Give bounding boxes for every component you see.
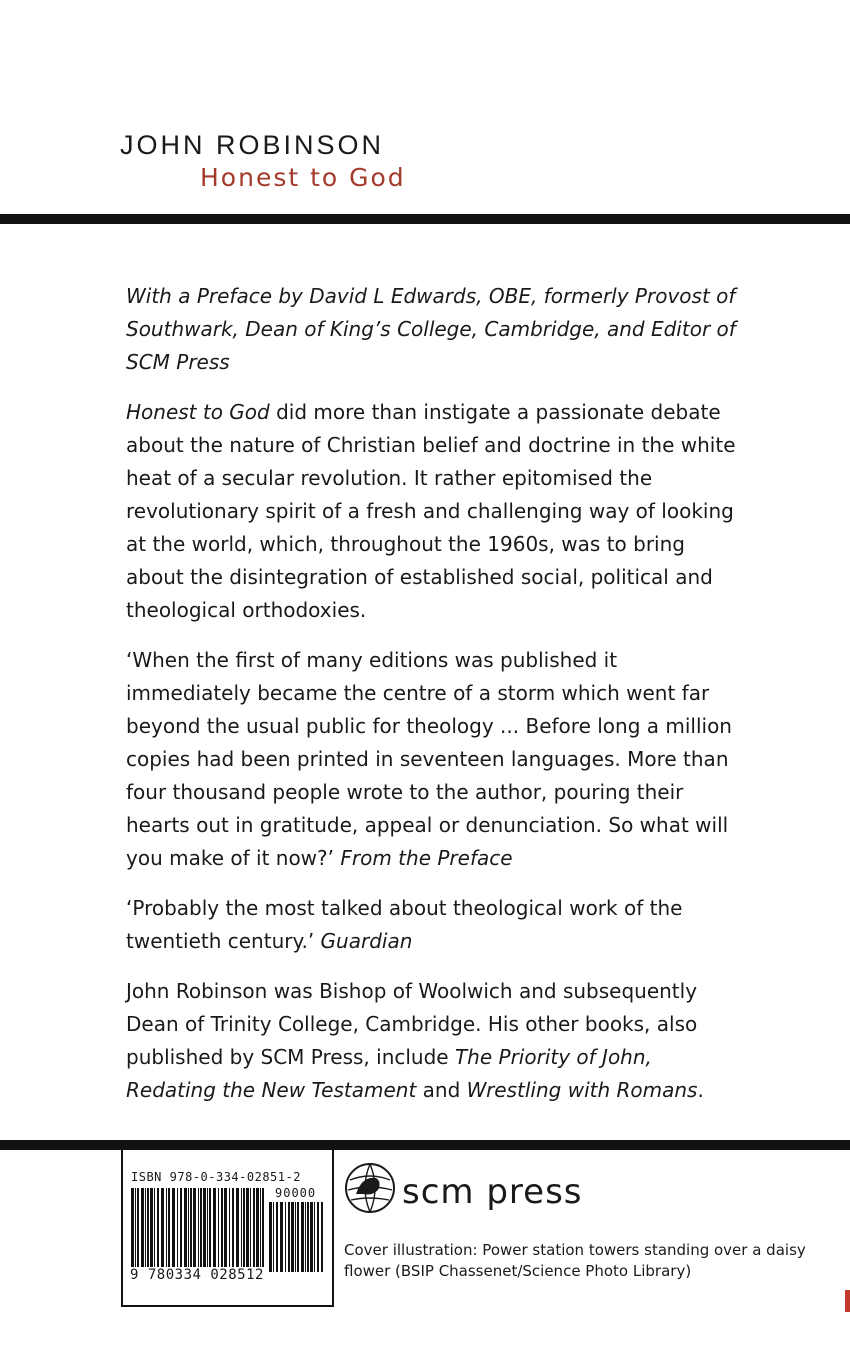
barcode-bar [213, 1188, 216, 1272]
bio-book-title-romans: Wrestling with Romans [466, 1078, 698, 1102]
barcode-bar [250, 1188, 251, 1272]
ean-digits: 9 780334 028512 [130, 1267, 264, 1283]
barcode-bar [246, 1188, 249, 1272]
barcode-bar [260, 1188, 261, 1272]
barcode-bar [280, 1202, 283, 1272]
barcode-bar [131, 1188, 134, 1272]
barcode-bar [180, 1188, 182, 1272]
inline-book-title: Honest to God [126, 400, 270, 424]
barcode-bar [269, 1202, 272, 1272]
barcode-bar [321, 1202, 323, 1272]
barcode-bar [232, 1188, 234, 1272]
barcode-bar [166, 1188, 167, 1272]
description-paragraph [126, 396, 746, 627]
barcode-bar [262, 1188, 264, 1272]
barcode-bar [295, 1202, 296, 1272]
author-name: JOHN ROBINSON [120, 130, 385, 160]
barcode-bar [317, 1202, 319, 1272]
barcode-bar [203, 1188, 206, 1272]
barcode-bar [137, 1188, 139, 1272]
author-bio [126, 975, 746, 1107]
preface-note: With a Preface by David L Edwards, OBE, formerly Provost of Southwark, Dean of King’s College, Cambridge, and Editor of SCM Press [126, 284, 736, 374]
barcode-bar [145, 1188, 146, 1272]
barcode-bar [188, 1188, 189, 1272]
barcode-bar [314, 1202, 315, 1272]
barcode-bar [200, 1188, 202, 1272]
barcode-bar [241, 1188, 242, 1272]
barcode-bar [141, 1188, 144, 1272]
barcode-bar [207, 1188, 208, 1272]
barcode-bar [157, 1188, 159, 1272]
barcode-bar [184, 1188, 187, 1272]
barcode-bar [273, 1202, 274, 1272]
edge-mark [845, 1290, 850, 1312]
author-bio-text: John Robinson was Bishop of Woolwich and subsequently Dean of Trinity College, Cambridge. His other books, also published by SCM Press, include [126, 979, 698, 1069]
barcode-bar [229, 1188, 230, 1272]
barcode-bar [172, 1188, 175, 1272]
top-divider [0, 214, 850, 224]
barcode-bars-main [131, 1188, 266, 1272]
back-cover-blurb [126, 280, 746, 1124]
barcode-bar [150, 1188, 153, 1272]
guardian-quote-text: ‘Probably the most talked about theological work of the twentieth century.’ [126, 896, 683, 953]
preface-quote-source: From the Preface [340, 846, 513, 870]
bio-book-titles: The Priority of John, Redating the New Testament [126, 1045, 652, 1102]
cover-illustration-credit: Cover illustration: Power station towers standing over a daisy flower (BSIP Chassenet/Science Photo Library) [344, 1241, 806, 1280]
bio-and: and [416, 1078, 467, 1102]
barcode-bar [193, 1188, 196, 1272]
preface-quote-text: ‘When the first of many editions was published it immediately became the centre of a storm which went far beyond the usual public for theology ... Before long a million copies had been printed in seventeen languages. More than four thousand people wrote to the author, pouring their hearts out in gratitude, appeal or denunciation. So what will you make of it now?’ [126, 648, 732, 870]
barcode-bar [310, 1202, 313, 1272]
bottom-divider [0, 1140, 850, 1150]
publisher-name: scm press [402, 1172, 583, 1212]
barcode-bar [221, 1188, 223, 1272]
barcode-bar [297, 1202, 299, 1272]
guardian-quote-source: Guardian [320, 929, 413, 953]
barcode-bar [243, 1188, 245, 1272]
book-title: Honest to God [200, 163, 406, 192]
barcode-bar [198, 1188, 199, 1272]
guardian-quote [126, 892, 746, 958]
scm-globe-logo-icon [342, 1158, 402, 1218]
isbn-text: ISBN 978-0-334-02851-2 [131, 1170, 301, 1184]
barcode-bar [168, 1188, 170, 1272]
barcode-bar [135, 1188, 136, 1272]
barcode-bar [224, 1188, 227, 1272]
barcode-bar [177, 1188, 178, 1272]
barcode-bar [276, 1202, 278, 1272]
barcode-bars-addon [269, 1202, 323, 1272]
barcode-bar [305, 1202, 306, 1272]
barcode-addon-digits: 90000 [275, 1186, 317, 1200]
bio-end: . [697, 1078, 704, 1102]
barcode-bar [253, 1188, 255, 1272]
barcode-bar [288, 1202, 290, 1272]
isbn-barcode [121, 1150, 334, 1307]
barcode-bar [285, 1202, 286, 1272]
barcode-bar [147, 1188, 149, 1272]
barcode-bar [218, 1188, 219, 1272]
barcode-bar [161, 1188, 164, 1272]
barcode-bar [307, 1202, 309, 1272]
cover-header [120, 128, 406, 194]
barcode-bar [291, 1202, 294, 1272]
description-text: did more than instigate a passionate debate about the nature of Christian belief and doctrine in the white heat of a secular revolution. It rather epitomised the revolutionary spirit of a fresh and challenging way of looking at the world, which, throughout the 1960s, was to bring about the disintegration of established social, political and theological orthodoxies. [126, 400, 736, 622]
barcode-bar [209, 1188, 211, 1272]
barcode-bar [301, 1202, 304, 1272]
barcode-bar [236, 1188, 239, 1272]
barcode-bar [256, 1188, 259, 1272]
barcode-bar [154, 1188, 155, 1272]
preface-quote [126, 644, 746, 875]
barcode-bar [190, 1188, 192, 1272]
